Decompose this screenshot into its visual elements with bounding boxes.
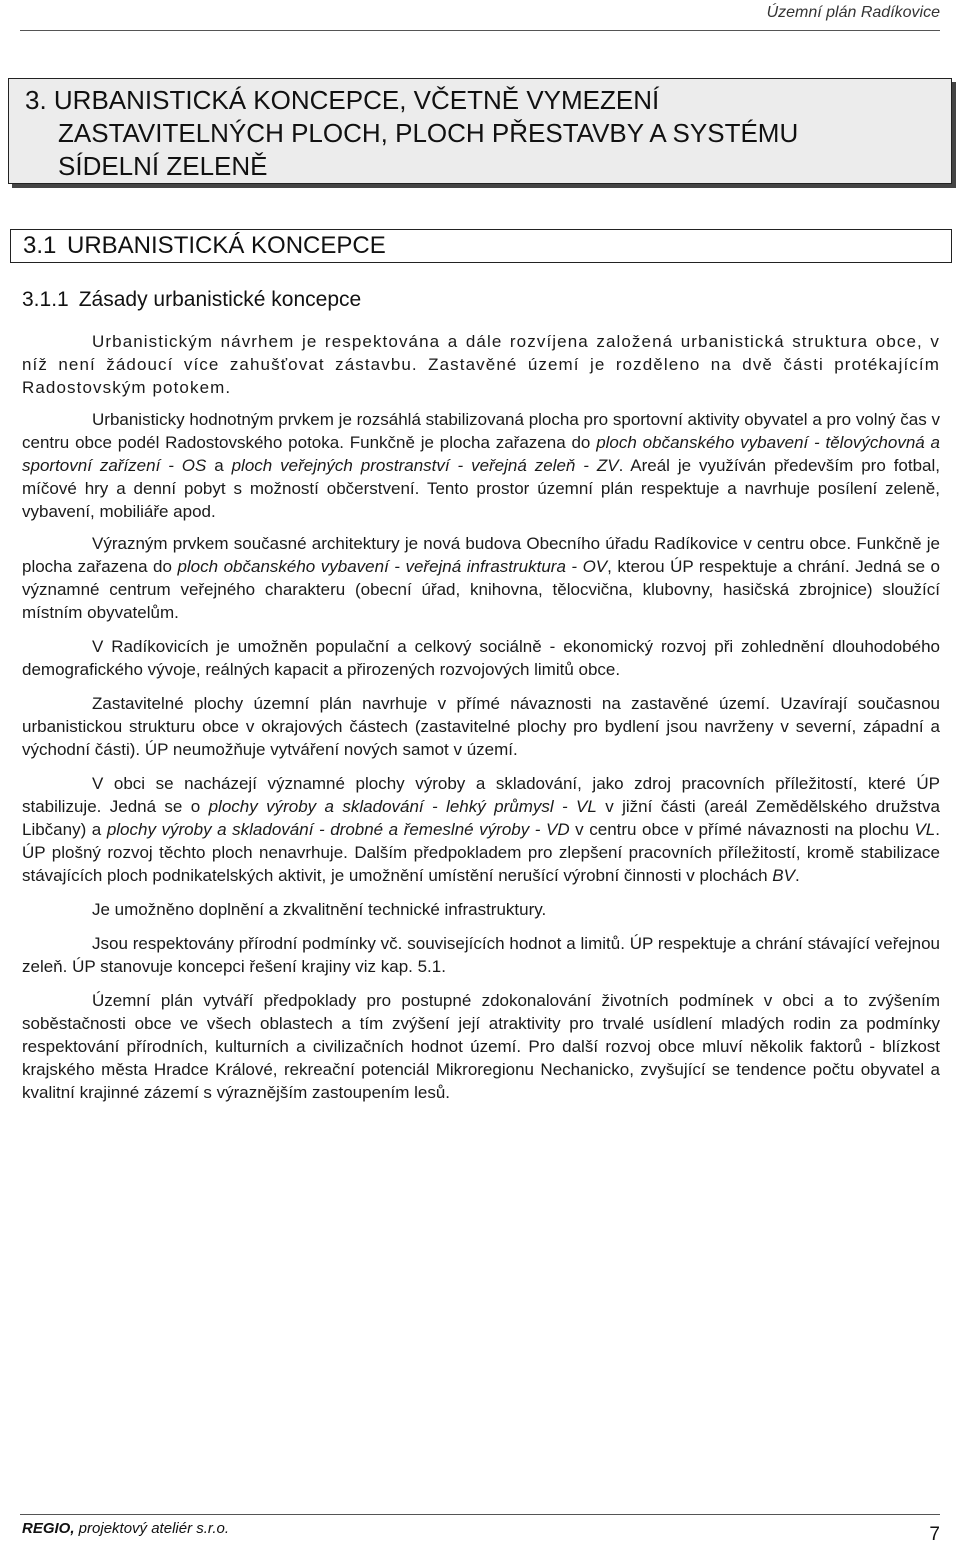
- footer-firm-rest: projektový ateliér s.r.o.: [74, 1520, 230, 1537]
- paragraph-2-text-a: Urbanisticky hodnotným prvkem je rozsáhlá stabilizovaná plocha pro sportovní aktivity obyvatel a pro volný čas v centru obce podél Radostovského potoka. Funkčně je plocha zařazena do: [22, 410, 940, 452]
- paragraph-3-italic-1: ploch občanského vybavení - veřejná infrastruktura - OV: [177, 557, 608, 576]
- footer-firm: [22, 1520, 229, 1537]
- paragraph-6-italic-1: plochy výroby a skladování - lehký průmysl - VL: [208, 797, 597, 816]
- paragraph-2-text-b: a: [206, 456, 232, 475]
- footer-divider: [20, 1514, 940, 1515]
- paragraph-6-text-a: V obci se nacházejí významné plochy výroby a skladování, jako zdroj pracovních příležitostí, které ÚP stabilizuje. Jedná se o: [22, 774, 940, 816]
- paragraph-6-text-c: v centru obce v přímé návaznosti na plochu: [569, 820, 915, 839]
- paragraph-2-text-c: . Areál je využíván především pro fotbal, míčové hry a denní pobyt s možností občerstvení. Tento prostor územní plán respektuje a navrhuje posílení zeleně, vybavení, mobiliáře apod.: [22, 456, 941, 521]
- paragraph-6-text-b: v jižní části (areál Zemědělského družstva Libčany) a: [22, 797, 940, 839]
- section-heading-box: [10, 229, 952, 263]
- paragraph-3-text-a: Výrazným prvkem současné architektury je nová budova Obecního úřadu Radíkovice v centru obce. Funkčně je plocha zařazena do: [22, 534, 940, 576]
- page-number: 7: [929, 1524, 940, 1545]
- paragraph-6-text-d: . ÚP plošný rozvoj těchto ploch nenavrhuje. Dalším předpokladem pro zlepšení pracovních příležitostí, kromě stabilizace stávajících ploch podnikatelských aktivit, je umožnění umístění nerušící výrobní činnosti v plochách: [22, 820, 940, 885]
- chapter-heading-box: [8, 78, 952, 184]
- chapter-heading-line-3: SÍDELNÍ ZELENĚ: [58, 151, 268, 181]
- paragraph-1: Urbanistickým návrhem je respektována a dále rozvíjena založená urbanistická struktura obce, v níž není žádoucí více zahušťovat zástavbu. Zastavěné území je rozděleno na dvě části protékajícím Radostovským potokem.: [22, 332, 940, 397]
- paragraph-6-italic-4: BV: [772, 866, 795, 885]
- chapter-heading-line-2: ZASTAVITELNÝCH PLOCH, PLOCH PŘESTAVBY A SYSTÉMU: [58, 118, 799, 148]
- paragraph-8: Jsou respektovány přírodní podmínky vč. souvisejících hodnot a limitů. ÚP respektuje a chrání stávající veřejnou zeleň. ÚP stanovuje koncepci řešení krajiny viz kap. 5.1.: [22, 934, 940, 976]
- chapter-heading: [25, 84, 951, 183]
- paragraph-4: V Radíkovicích je umožněn populační a celkový sociálně - ekonomický rozvoj při zohlednění dlouhodobého demografického vývoje, reálných kapacit a přirozených rozvojových limitů obce.: [22, 637, 940, 679]
- paragraph-6-italic-2: plochy výroby a skladování - drobné a řemeslné výroby - VD: [106, 820, 570, 839]
- section-number: 3.1: [23, 232, 57, 259]
- paragraph-2: [22, 408, 940, 523]
- document-title: Územní plán Radíkovice: [766, 4, 940, 21]
- header-divider: [20, 30, 940, 31]
- subsection-number: 3.1.1: [22, 288, 69, 311]
- body-text: [22, 330, 940, 1104]
- paragraph-3: [22, 532, 940, 624]
- section-title: URBANISTICKÁ KONCEPCE: [67, 232, 386, 259]
- paragraph-3-text-b: , kterou ÚP respektuje a chrání. Jedná se o významné centrum veřejného charakteru (obecní úřad, knihovna, tělocvična, klubovny, hasičská zbrojnice) sloužící místním obyvatelům.: [22, 557, 940, 622]
- paragraph-6: [22, 772, 940, 887]
- subsection-title: Zásady urbanistické koncepce: [78, 288, 362, 311]
- paragraph-9: Územní plán vytváří předpoklady pro postupné zdokonalování životních podmínek v obci a to zvýšením soběstačnosti obce ve všech oblastech a tím zvýšení její atraktivity pro trvalé usídlení mladých rodin za podmínky respektování přírodních, kulturních a civilizačních hodnot území. Pro další rozvoj obce mluví několik faktorů - blízkost krajského města Hradce Králové, rekreační potenciál Mikroregionu Nechanicko, zvyšující se tendence počtu obyvatel a kvalitní krajinné zázemí s výraznějším zastoupením lesů.: [22, 991, 940, 1102]
- paragraph-2-italic-1: ploch občanského vybavení - tělovýchovná a sportovní zařízení - OS: [22, 433, 940, 475]
- paragraph-2-italic-2: ploch veřejných prostranství - veřejná zeleň - ZV: [231, 456, 619, 475]
- subsection-heading: [22, 288, 361, 312]
- paragraph-7: Je umožněno doplnění a zkvalitnění technické infrastruktury.: [92, 900, 547, 919]
- paragraph-6-text-e: .: [794, 866, 800, 885]
- chapter-heading-line-1: 3. URBANISTICKÁ KONCEPCE, VČETNĚ VYMEZENÍ: [25, 85, 660, 115]
- paragraph-6-italic-3: VL: [914, 820, 936, 839]
- paragraph-5: Zastavitelné plochy územní plán navrhuje v přímé návaznosti na zastavěné území. Uzavírají současnou urbanistickou strukturu obce v okrajových částech (zastavitelné plochy pro bydlení jsou navrženy v severní, západní a východní části). ÚP neumožňuje vytváření nových samot v území.: [22, 694, 940, 759]
- footer-firm-name: REGIO,: [22, 1520, 75, 1537]
